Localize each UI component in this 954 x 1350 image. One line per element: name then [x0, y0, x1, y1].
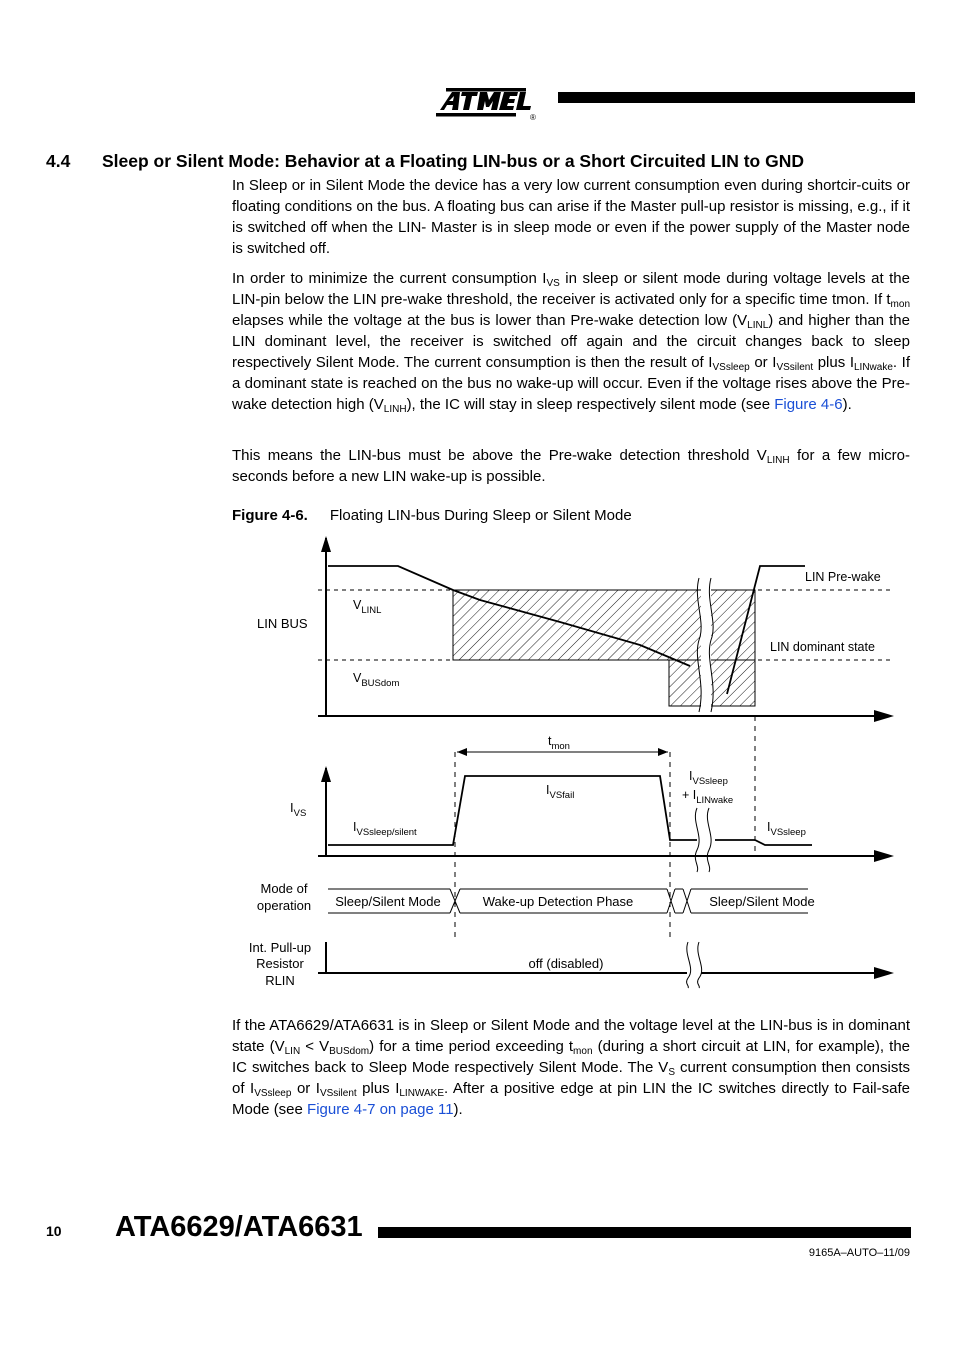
paragraph-3: This means the LIN-bus must be above the Pre-wake detection threshold $V_{LINH}$ for a few micro-seconds before a new LIN wake-up is possible.	[232, 447, 910, 485]
paragraph-4: If the ATA6629/ATA6631 is in Sleep or Silent Mode and the voltage level at the LIN-bus is in dominant state $(V_{LIN} < V_{BUSdom})$ for a time period exceeding $t_{mon}$ (during a short circuit at LIN, for example), the IC switches back to Sleep Mode respectively Silent Mode. The $V_S$ current consumption then consists of $I_{VSsleep}$ or $I_{VSsilent}$ plus $I_{LINWAKE}$. After a positive edge at pin LIN the IC switches directly to Fail-safe Mode (see Figure 4-7 on page 11).	[232, 1017, 911, 1118]
section-title: Sleep or Silent Mode: Behavior at a Floating LIN-bus or a Short Circuited LIN to GND	[102, 151, 804, 171]
ivssleep-label: $I_{VSsleep}$	[767, 820, 806, 838]
off-disabled-label: off (disabled)	[528, 956, 604, 971]
mode-label-line1: Mode of	[260, 881, 308, 896]
footer-bar	[378, 1227, 911, 1238]
mode-label-line2: operation	[256, 898, 312, 913]
mode-wakeup: Wake-up Detection Phase	[482, 894, 634, 909]
figure-4-6-link[interactable]: Figure 4-6	[774, 396, 843, 413]
figure-4-7-link[interactable]: Figure 4-7 on page 11	[307, 1101, 454, 1118]
document-id: 9165A–AUTO–11/09	[808, 1247, 910, 1259]
vbusdom-label: $V_{BUSdom}$	[353, 671, 400, 689]
ivsfail-label: $I_{VSfail}$	[546, 783, 575, 801]
paragraph-1: In Sleep or in Silent Mode the device has a very low current consumption even during shortcir-cuits or floating conditions on the bus. A floating bus can arise if the Master pull-up resistor is missing, e.g., if it is switched off when the LIN- Master is in sleep mode or even if the power supply of the Master node is switched off.	[232, 177, 910, 257]
tmon-label: $t_{mon}$	[548, 734, 570, 752]
footer-title: ATA6629/ATA6631	[115, 1211, 363, 1243]
page-number: 10	[46, 1223, 62, 1239]
lin-prewake-label: LIN Pre-wake	[805, 570, 881, 584]
ivs-axis-label: $I_{VS}$	[290, 800, 307, 819]
pullup-label-line1: Int. Pull-up	[248, 940, 312, 955]
vlinl-label: $V_{LINL}$	[353, 598, 382, 616]
figure-label: Figure 4-6.	[232, 507, 308, 524]
lin-dominant-label: LIN dominant state	[770, 640, 875, 654]
mode-sleep-right: Sleep/Silent Mode	[709, 894, 815, 909]
mode-sleep-left: Sleep/Silent Mode	[335, 894, 441, 909]
pullup-label-line2: Resistor	[256, 956, 304, 971]
ilinwake-label: + $I_{LINwake}$	[682, 788, 734, 806]
section-number: 4.4	[46, 151, 71, 171]
lin-bus-label: LIN BUS	[257, 616, 308, 631]
ivssleep-wake-label: $I_{VSsleep}$	[689, 769, 728, 787]
figure-caption-text: Floating LIN-bus During Sleep or Silent Mode	[329, 507, 632, 524]
ivs-break-mark-2	[707, 808, 711, 872]
pullup-label-line3: RLIN	[265, 973, 295, 988]
hatched-dominant-region	[669, 660, 755, 706]
ivssleep-silent-label: $I_{VSsleep/silent}$	[353, 820, 417, 838]
paragraph-2: In order to minimize the current consumption $I_{VS}$ in sleep or silent mode during voltage levels at the LIN-pin below the LIN pre-wake threshold, the receiver is activated only for a specific time tmon. If $t_{mon}$ elapses while the voltage at the bus is lower than Pre-wake detection low $(V_{LINL})$ and higher than the LIN dominant level, the receiver is switched off again and the circuit changes back to sleep respectively Silent Mode. The current consumption is then the result of $I_{VSsleep}$ or $I_{VSsilent}$ plus $I_{LINwake}$. If a dominant state is reached on the bus no wake-up will occur. Even if the voltage rises above the Pre-wake detection high $(V_{LINH})$, the IC will stay in sleep respectively silent mode (see Figure 4-6).	[232, 270, 911, 415]
registered-mark: ®	[530, 113, 536, 122]
ivs-axes	[318, 766, 894, 862]
pullup-axes	[318, 942, 894, 979]
ivs-waveform-right	[715, 840, 812, 845]
